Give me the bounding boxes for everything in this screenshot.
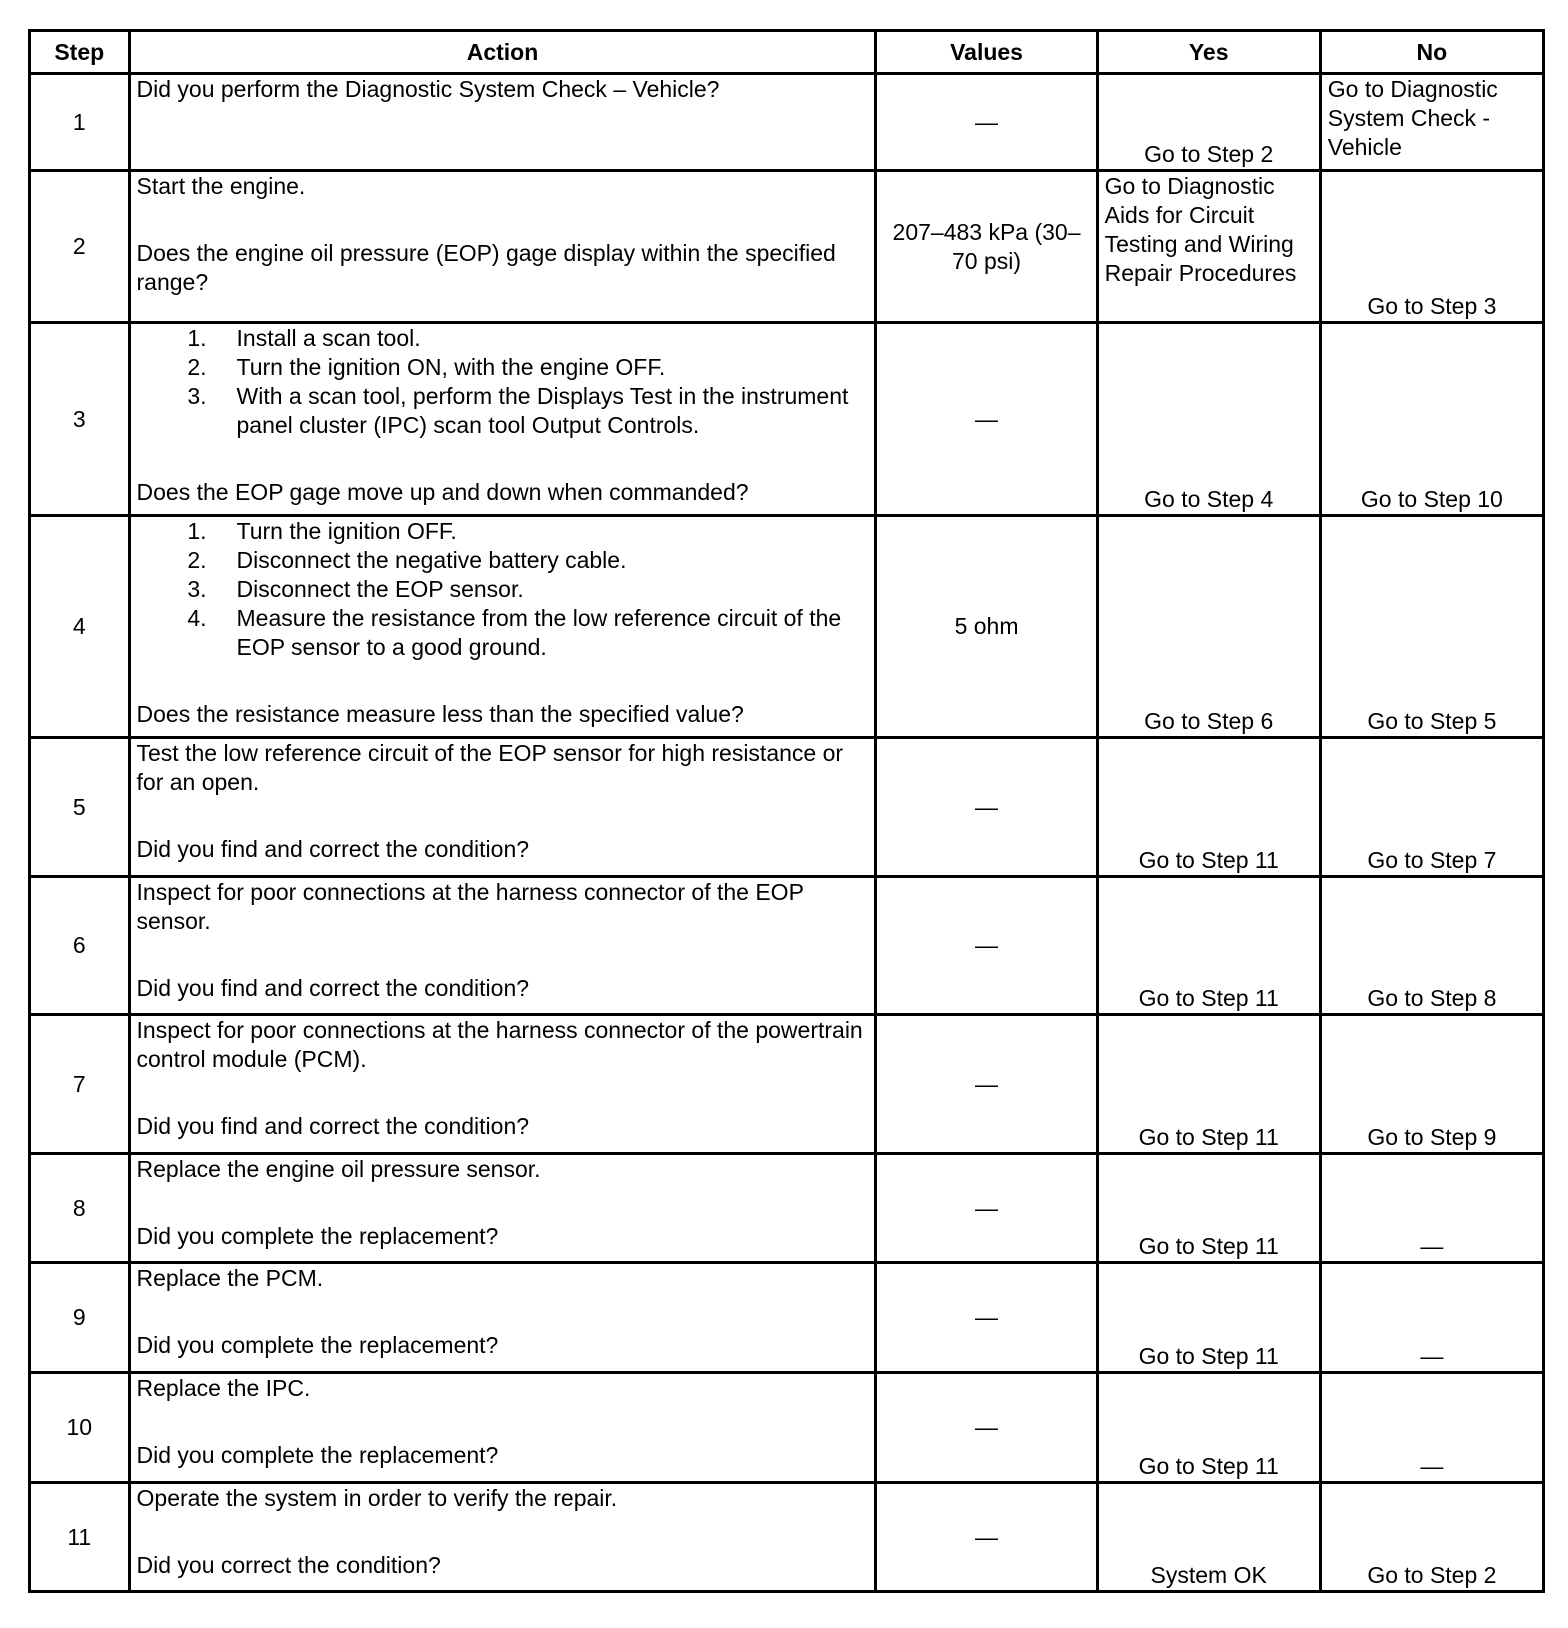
no-cell: Go to Step 2 [1320,1483,1543,1592]
no-cell: Go to Step 8 [1320,877,1543,1015]
list-item: 2. Turn the ignition ON, with the engine OFF. [187,354,666,380]
header-action: Action [129,31,876,74]
values-cell: 5 ohm [876,516,1097,738]
procedure-list [137,324,869,440]
no-cell: Go to Step 3 [1320,171,1543,323]
table-row [30,1263,1544,1373]
step-number: 7 [30,1015,130,1154]
step-number: 6 [30,877,130,1015]
action-question: Did you find and correct the condition? [136,1113,530,1139]
list-item: 1. Install a scan tool. [187,325,421,351]
step-number: 9 [30,1263,130,1373]
action-cell [129,1373,876,1483]
action-question: Did you complete the replacement? [136,1223,499,1249]
header-step: Step [30,31,130,74]
action-text: Operate the system in order to verify the repair. [136,1485,618,1511]
action-text: Replace the engine oil pressure sensor. [136,1156,541,1182]
table-row [30,1154,1544,1263]
action-cell [129,323,876,516]
values-cell: — [876,738,1097,877]
action-text: Replace the IPC. [136,1375,311,1401]
action-cell [129,738,876,877]
action-text: Test the low reference circuit of the EOP sensor for high resistance or for an open. [136,740,844,795]
values-cell: — [876,1263,1097,1373]
action-cell [129,171,876,323]
step-number: 4 [30,516,130,738]
step-number: 1 [30,74,130,171]
action-cell [129,1154,876,1263]
step-number: 2 [30,171,130,323]
procedure-list [137,517,869,662]
no-cell: Go to Diagnostic System Check - Vehicle [1320,74,1543,171]
action-question: Did you complete the replacement? [136,1332,499,1358]
action-cell [129,74,876,171]
values-cell: — [876,74,1097,171]
step-number: 3 [30,323,130,516]
table-row [30,171,1544,323]
no-cell: Go to Step 10 [1320,323,1543,516]
action-text: Replace the PCM. [136,1265,324,1291]
list-item: 4. Measure the resistance from the low reference circuit of the EOP sensor to a good ground. [187,605,842,660]
yes-cell: Go to Step 11 [1097,877,1320,1015]
action-cell [129,1483,876,1592]
list-item: 3. Disconnect the EOP sensor. [187,576,524,602]
step-number: 8 [30,1154,130,1263]
action-question: Did you complete the replacement? [136,1442,499,1468]
yes-cell: Go to Step 11 [1097,1263,1320,1373]
yes-cell: Go to Step 11 [1097,1015,1320,1154]
values-cell: — [876,1015,1097,1154]
no-cell: — [1320,1154,1543,1263]
yes-cell: Go to Step 11 [1097,738,1320,877]
yes-cell: Go to Step 4 [1097,323,1320,516]
values-cell: — [876,877,1097,1015]
action-cell [129,877,876,1015]
action-cell [129,1015,876,1154]
action-text: Start the engine. [136,173,306,199]
yes-cell: System OK [1097,1483,1320,1592]
no-cell: Go to Step 5 [1320,516,1543,738]
no-cell: Go to Step 9 [1320,1015,1543,1154]
table-row [30,877,1544,1015]
table-row [30,1483,1544,1592]
yes-cell: Go to Step 11 [1097,1154,1320,1263]
list-item: 3. With a scan tool, perform the Displays Test in the instrument panel cluster (IPC) scan tool Output Controls. [187,383,849,438]
yes-cell: Go to Step 6 [1097,516,1320,738]
action-cell [129,516,876,738]
step-number: 5 [30,738,130,877]
table-row [30,323,1544,516]
action-question: Does the engine oil pressure (EOP) gage display within the specified range? [136,240,836,295]
table-row [30,738,1544,877]
header-row [30,31,1544,74]
step-number: 11 [30,1483,130,1592]
action-question: Does the resistance measure less than the specified value? [136,701,744,727]
action-question: Does the EOP gage move up and down when commanded? [136,479,749,505]
yes-cell: Go to Step 11 [1097,1373,1320,1483]
action-question: Did you find and correct the condition? [136,975,530,1001]
table-row [30,1373,1544,1483]
values-cell: — [876,323,1097,516]
action-question: Did you find and correct the condition? [136,836,530,862]
values-cell: — [876,1373,1097,1483]
action-question: Did you correct the condition? [136,1552,441,1578]
list-item: 2. Disconnect the negative battery cable. [187,547,627,573]
action-text: Inspect for poor connections at the harness connector of the powertrain control module (PCM). [136,1017,863,1072]
values-cell: — [876,1483,1097,1592]
list-item: 1. Turn the ignition OFF. [187,518,457,544]
no-cell: — [1320,1263,1543,1373]
header-values: Values [876,31,1097,74]
action-text: Did you perform the Diagnostic System Check – Vehicle? [136,76,720,102]
header-yes: Yes [1097,31,1320,74]
yes-cell: Go to Step 2 [1097,74,1320,171]
table-row [30,1015,1544,1154]
no-cell: Go to Step 7 [1320,738,1543,877]
diagnostic-table [28,29,1545,1593]
table-row [30,516,1544,738]
header-no: No [1320,31,1543,74]
action-cell [129,1263,876,1373]
values-cell: 207–483 kPa (30–70 psi) [876,171,1097,323]
values-cell: — [876,1154,1097,1263]
step-number: 10 [30,1373,130,1483]
action-text: Inspect for poor connections at the harness connector of the EOP sensor. [136,879,804,934]
no-cell: — [1320,1373,1543,1483]
table-row [30,74,1544,171]
yes-cell: Go to Diagnostic Aids for Circuit Testing and Wiring Repair Procedures [1097,171,1320,323]
